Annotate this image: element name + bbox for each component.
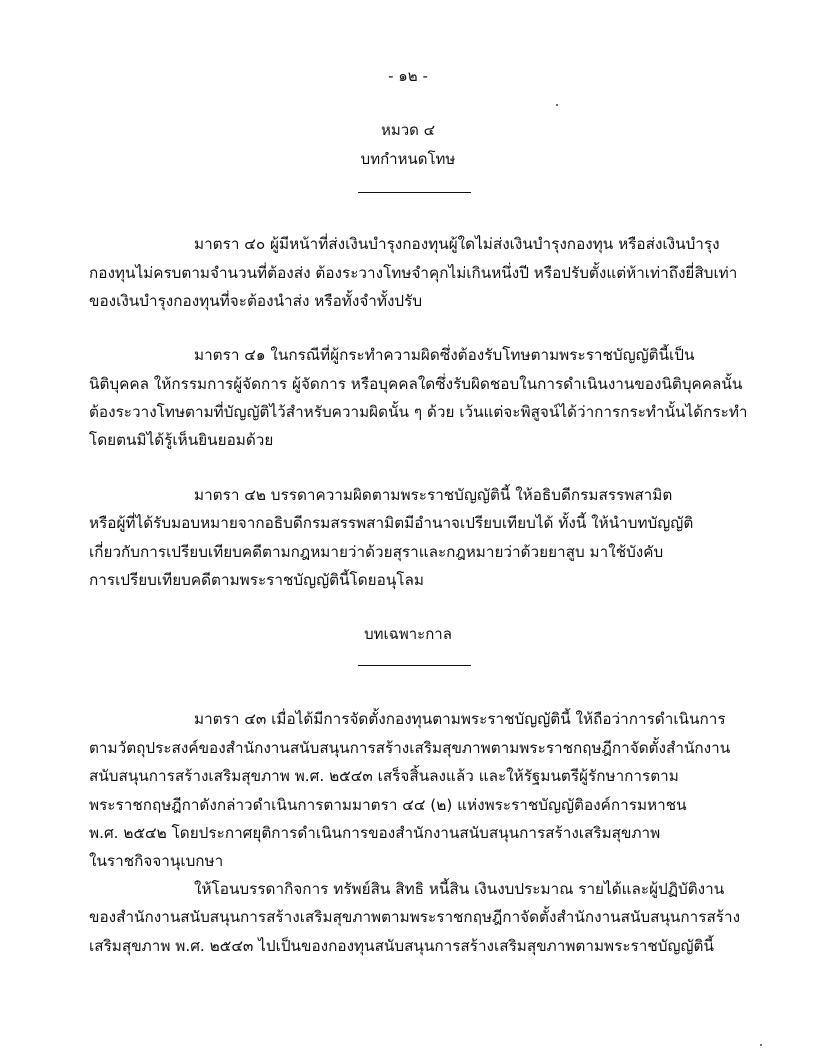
section-43-line-4: พระราชกฤษฎีกาดังกล่าวดำเนินการตามมาตรา ๔๔ (๒) แห่งพระราชบัญญัติองค์การมหาชน	[89, 796, 687, 814]
transitional-divider	[358, 665, 471, 666]
section-40-line-1: มาตรา ๔๐ ผู้มีหน้าที่ส่งเงินบำรุงกองทุนผู้ใดไม่ส่งเงินบำรุงกองทุน หรือส่งเงินบำรุง	[194, 235, 720, 253]
section-41-line-3: ต้องระวางโทษตามที่บัญญัติไว้สำหรับความผิดนั้น ๆ ด้วย เว้นแต่จะพิสูจน์ได้ว่าการกระทำนั้นได้กระทำ	[89, 403, 748, 421]
transitional-title: บทเฉพาะกาล	[364, 625, 452, 643]
section-42-line-2: หรือผู้ที่ได้รับมอบหมายจากอธิบดีกรมสรรพสามิตมีอำนาจเปรียบเทียบได้ ทั้งนี้ ให้นำบทบัญญัติ	[89, 514, 694, 532]
chapter-title: หมวด ๔	[380, 121, 436, 139]
chapter-divider	[358, 192, 471, 193]
section-43-line-3: สนับสนุนการสร้างเสริมสุขภาพ พ.ศ. ๒๕๔๓ เสร็จสิ้นลงแล้ว และให้รัฐมนตรีผู้รักษาการตาม	[89, 767, 679, 785]
section-43-line-2: ตามวัตถุประสงค์ของสำนักงานสนับสนุนการสร้างเสริมสุขภาพตามพระราชกฤษฎีกาจัดตั้งสำนักงาน	[89, 739, 731, 757]
section-41-line-2: นิติบุคคล ให้กรรมการผู้จัดการ ผู้จัดการ หรือบุคคลใดซึ่งรับผิดชอบในการดำเนินงานของนิติบุคคลนั้น	[89, 375, 743, 393]
transfer-line-1: ให้โอนบรรดากิจการ ทรัพย์สิน สิทธิ หนี้สิน เงินงบประมาณ รายได้และผู้ปฏิบัติงาน	[194, 880, 725, 898]
section-40-line-3: ของเงินบำรุงกองทุนที่จะต้องนำส่ง หรือทั้งจำทั้งปรับ	[89, 292, 423, 310]
transfer-line-3: เสริมสุขภาพ พ.ศ. ๒๕๔๓ ไปเป็นของกองทุนสนับสนุนการสร้างเสริมสุขภาพตามพระราชบัญญัตินี้	[89, 937, 714, 955]
scan-speck	[556, 104, 558, 106]
scan-speck	[760, 1044, 762, 1046]
section-42-line-4: การเปรียบเทียบคดีตามพระราชบัญญัตินี้โดยอนุโลม	[89, 571, 424, 589]
section-40-line-2: กองทุนไม่ครบตามจำนวนที่ต้องส่ง ต้องระวางโทษจำคุกไม่เกินหนึ่งปี หรือปรับตั้งแต่ห้าเท่าถึงยี่สิบเท่า	[89, 264, 738, 282]
section-43-line-1: มาตรา ๔๓ เมื่อได้มีการจัดตั้งกองทุนตามพระราชบัญญัตินี้ ให้ถือว่าการดำเนินการ	[194, 710, 726, 728]
section-41-line-1: มาตรา ๔๑ ในกรณีที่ผู้กระทำความผิดซึ่งต้องรับโทษตามพระราชบัญญัตินี้เป็น	[194, 346, 695, 364]
page-number: - ๑๒ -	[388, 67, 428, 85]
section-43-line-6: ในราชกิจจานุเบกษา	[89, 852, 224, 870]
transfer-line-2: ของสำนักงานสนับสนุนการสร้างเสริมสุขภาพตามพระราชกฤษฎีกาจัดตั้งสำนักงานสนับสนุนการสร้าง	[89, 908, 741, 926]
section-41-line-4: โดยตนมิได้รู้เห็นยินยอมด้วย	[89, 431, 274, 449]
chapter-subtitle: บทกำหนดโทษ	[360, 150, 456, 168]
section-42-line-1: มาตรา ๔๒ บรรดาความผิดตามพระราชบัญญัตินี้ ให้อธิบดีกรมสรรพสามิต	[194, 486, 673, 504]
section-42-line-3: เกี่ยวกับการเปรียบเทียบคดีตามกฎหมายว่าด้วยสุราและกฎหมายว่าด้วยยาสูบ มาใช้บังคับ	[89, 543, 664, 561]
section-43-line-5: พ.ศ. ๒๕๔๒ โดยประกาศยุติการดำเนินการของสำนักงานสนับสนุนการสร้างเสริมสุขภาพ	[89, 824, 661, 842]
